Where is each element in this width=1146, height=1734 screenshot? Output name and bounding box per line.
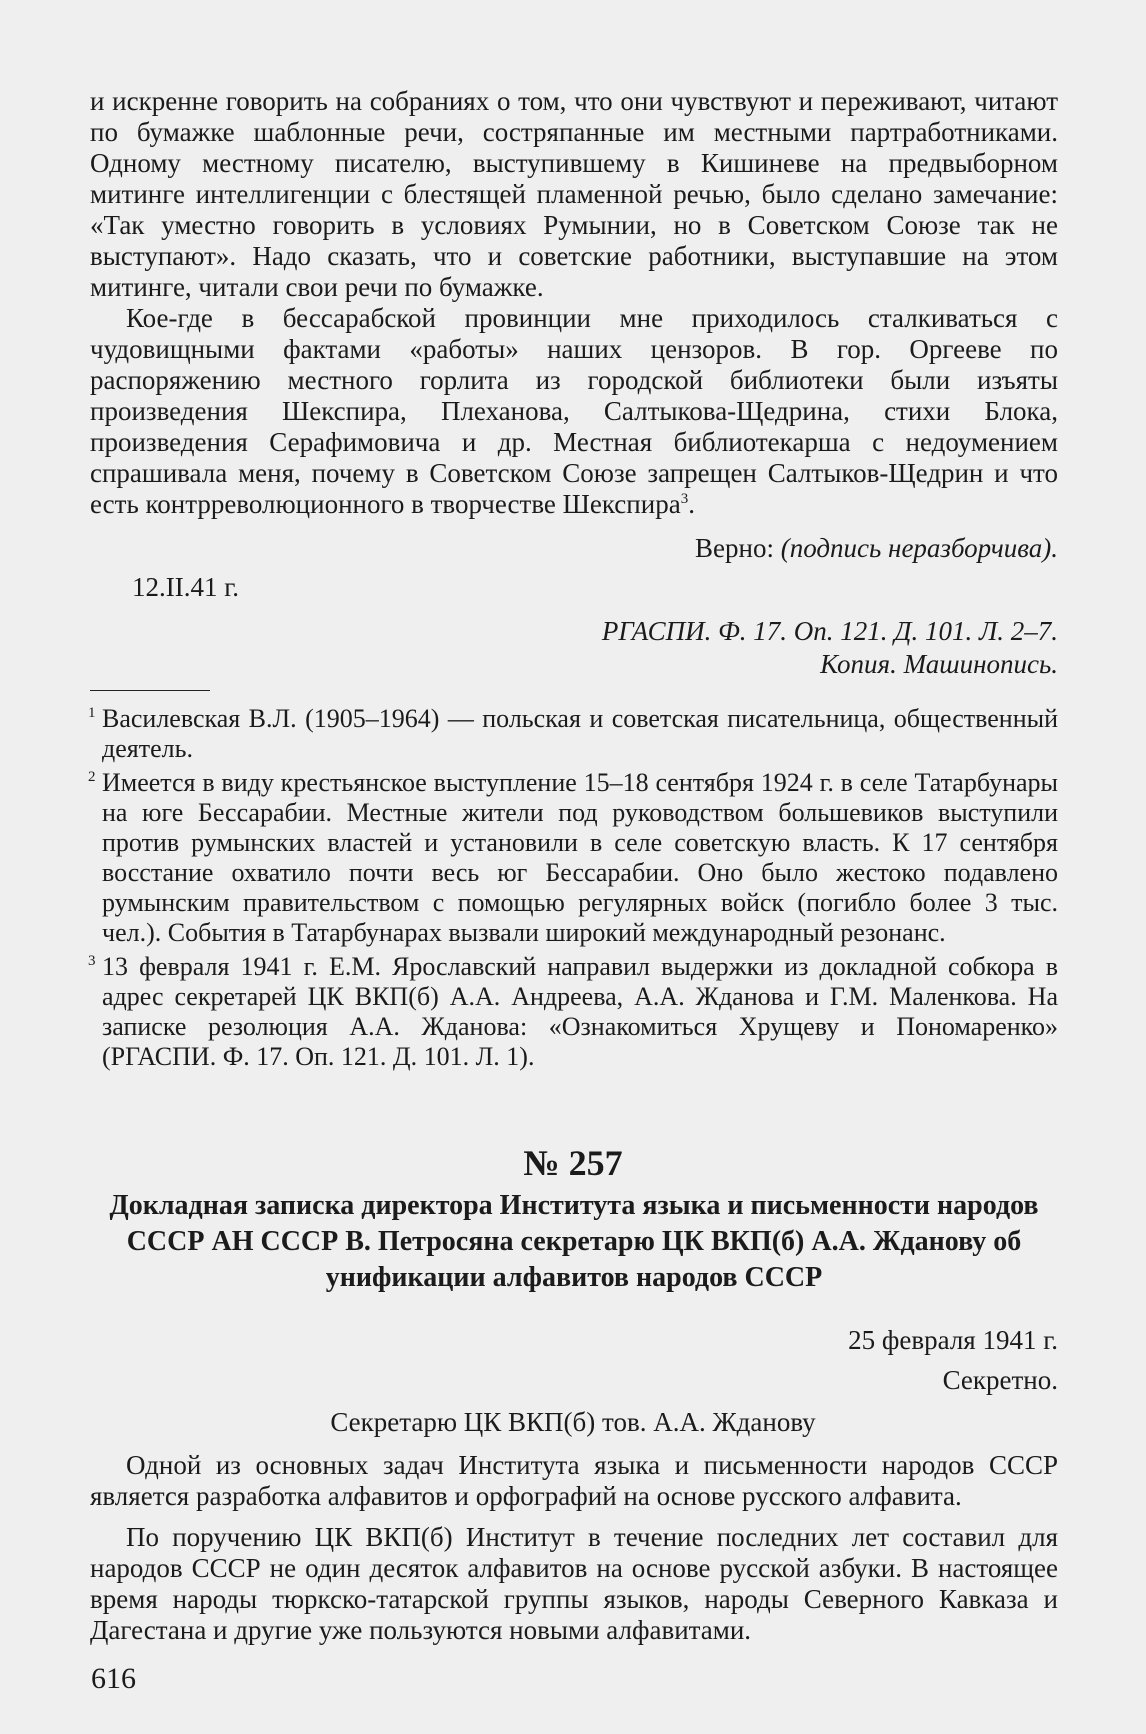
paragraph-censorship-text: Кое-где в бессарабской провинции мне приходилось сталкиваться с чудовищными фактами «работы» наших цензоров. В гор. Оргееве по распоряжению местного горлита из городской библиотеки были изъяты произведения Шекспира, Плеханова, Салтыкова-Щедрина, стихи Блока, произведения Серафимовича и др. Местная библиотекарша с недоумением спрашивала меня, почему в Советском Союзе запрещен Салтыков-Щедрин и что есть контрреволюционного в творчестве Шекспира bbox=[90, 303, 1058, 519]
paragraph-end-punct: . bbox=[688, 489, 695, 519]
document-number: № 257 bbox=[523, 1143, 623, 1183]
footnote-number: 1 bbox=[88, 705, 96, 721]
archive-copy: Копия. Машинопись. bbox=[820, 649, 1058, 679]
footnote-2 bbox=[90, 768, 1058, 948]
archive-ref: РГАСПИ. Ф. 17. Оп. 121. Д. 101. Л. 2–7. bbox=[601, 616, 1058, 646]
document-date: 25 февраля 1941 г. bbox=[848, 1325, 1058, 1355]
archive-reference bbox=[458, 615, 1058, 681]
document-date-short: 12.II.41 г. bbox=[132, 572, 240, 602]
secrecy-stamp: Секретно. bbox=[942, 1365, 1058, 1395]
page-number: 616 bbox=[91, 1662, 136, 1695]
document-paragraph-2: По поручению ЦК ВКП(б) Институт в течение последних лет составил для народов СССР не один десяток алфавитов на основе русской азбуки. В настоящее время народы тюркско-татарской группы языков, народы Северного Кавказа и Дагестана и другие уже пользуются новыми алфавитами. bbox=[90, 1522, 1058, 1645]
addressee: Секретарю ЦК ВКП(б) тов. А.А. Жданову bbox=[330, 1407, 816, 1437]
body-text-top bbox=[90, 86, 1058, 520]
footnote-text: Василевская В.Л. (1905–1964) — польская и советская писательница, общественный деятель. bbox=[102, 704, 1058, 763]
footnote-number: 3 bbox=[88, 953, 96, 969]
footnote-ref-3: 3 bbox=[680, 491, 689, 507]
signature-line bbox=[695, 533, 1058, 564]
signature-note: (подпись неразборчива). bbox=[780, 533, 1058, 563]
paragraph-continuation: и искренне говорить на собраниях о том, что они чувствуют и переживают, читают по бумажке шаблонные речи, состряпанные им местными партработниками. Одному местному писателю, выступившему в Кишиневе на предвыборном митинге интеллигенции с блестящей пламенной речью, было сделано замечание: «Так уместно говорить в условиях Румынии, но в Советском Союзе так не выступают». Надо сказать, что и советские работники, выступавшие на этом митинге, читали свои речи по бумажке. bbox=[90, 86, 1058, 302]
footnote-divider bbox=[90, 690, 210, 691]
body-text-document bbox=[90, 1450, 1058, 1656]
footnote-3 bbox=[90, 952, 1058, 1072]
footnote-text: 13 февраля 1941 г. Е.М. Ярославский направил выдержки из докладной собкора в адрес секретарей ЦК ВКП(б) А.А. Андреева, А.А. Жданова и Г.М. Маленкова. На записке резолюция А.А. Жданова: «Ознакомиться Хрущеву и Пономаренко» (РГАСПИ. Ф. 17. Оп. 121. Д. 101. Л. 1). bbox=[102, 952, 1058, 1071]
document-title: Докладная записка директора Института языка и письменности народов СССР АН СССР В. Петросяна секретарю ЦК ВКП(б) А.А. Жданову об унификации алфавитов народов СССР bbox=[109, 1190, 1039, 1293]
signature-label: Верно: bbox=[695, 533, 774, 563]
footnote-number: 2 bbox=[88, 769, 96, 785]
document-paragraph-1: Одной из основных задач Института языка и письменности народов СССР является разработка алфавитов и орфографий на основе русского алфавита. bbox=[90, 1450, 1058, 1511]
footnote-text: Имеется в виду крестьянское выступление 15–18 сентября 1924 г. в селе Татарбунары на юге Бессарабии. Местные жители под руководством большевиков выступили против румынских властей и установили в селе советскую власть. К 17 сентября восстание охватило почти весь юг Бессарабии. Оно было жестоко подавлено румынским правительством с помощью регулярных войск (погибло более 3 тыс. чел.). События в Татарбунарах вызвали широкий международный резонанс. bbox=[102, 768, 1058, 947]
footnotes bbox=[90, 704, 1058, 1076]
paragraph-censorship bbox=[90, 303, 1058, 520]
footnote-1 bbox=[90, 704, 1058, 764]
